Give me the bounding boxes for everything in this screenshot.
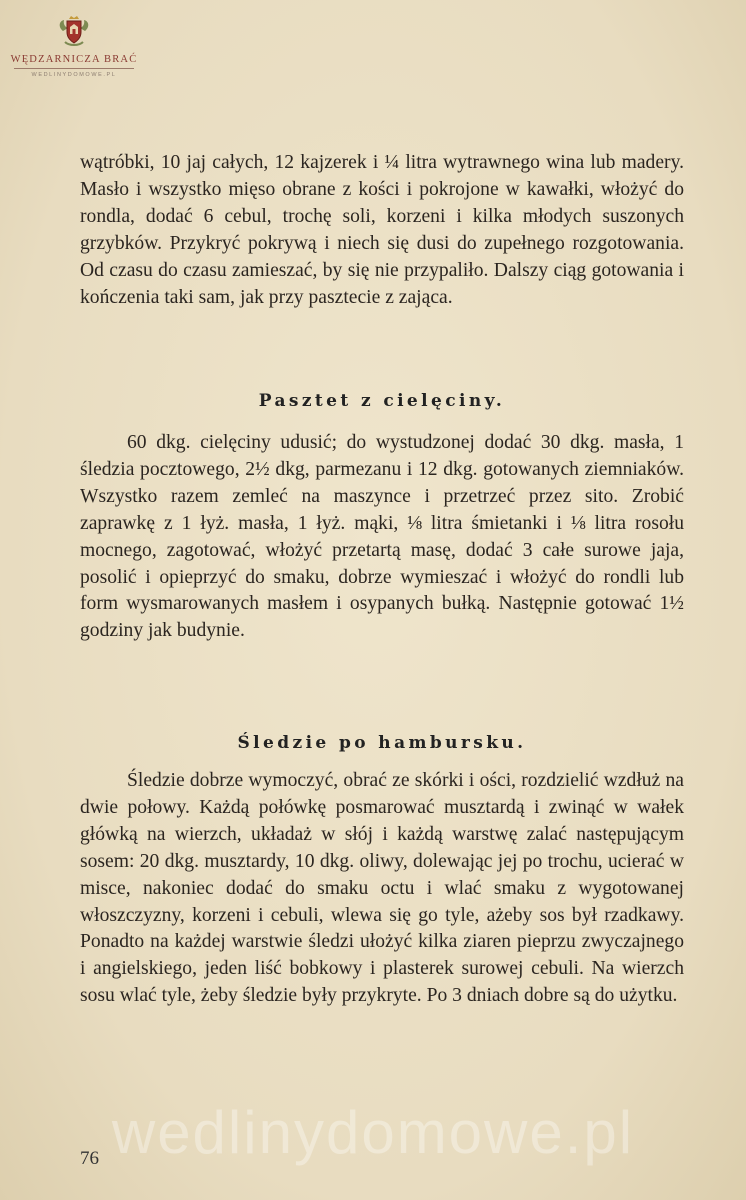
logo-divider	[14, 68, 134, 69]
paragraph-3	[80, 768, 684, 1010]
logo-name: WĘDZARNICZA BRAĆ	[10, 54, 138, 65]
page-number: 76	[80, 1148, 99, 1169]
heading-pasztet: Pasztet z cielęciny.	[258, 391, 506, 411]
paragraph-text: 60 dkg. cielęciny udusić; do wystudzonej dodać 30 dkg. masła, 1 śledzia pocztowego, 2½ dkg, parmezanu i 12 dkg. gotowanych ziemniaków. Wszystko razem zemleć na maszynce i przetrzeć przez sito. Zrobić zaprawkę z 1 łyż. masła, 1 łyż. mąki, ⅛ litra śmietanki i ⅛ litra rosołu mocnego, zagotować, włożyć przetartą masę, dodać 3 całe surowe jaja, posolić i opieprzyć do smaku, dobrze wymieszać i włożyć do rondli lub form wysmarowanych masłem i osypanych bułką. Następnie gotować 1½ godziny jak budynie.	[80, 432, 684, 642]
paragraph-text: wątróbki, 10 jaj całych, 12 kajzerek i ¼ litra wytrawnego wina lub madery. Masło i wszystko mięso obrane z kości i pokrojone w kawałki, włożyć do rondla, dodać 6 cebul, trochę soli, korzeni i kilka młodych suszonych grzybków. Przykryć pokrywą i niech się dusi do zupełnego rozgotowania. Od czasu do czasu zamieszać, by się nie przypaliło. Dalszy ciąg gotowania i kończenia taki sam, jak przy pasztecie z zająca.	[80, 152, 684, 308]
coat-of-arms-icon	[55, 12, 93, 50]
paragraph-1	[80, 150, 684, 311]
logo-url: WEDLINYDOMOWE.PL	[31, 72, 117, 78]
paragraph-text: Śledzie dobrze wymoczyć, obrać ze skórki i ości, rozdzielić wzdłuż na dwie połowy. Każdą połówkę posmarować musztardą i zwinąć w wałek główką na wierzch, układaż w słój i każdą warstwę zalać następującym sosem: 20 dkg. musztardy, 10 dkg. oliwy, dolewając jej po trochu, ucierać w misce, nakoniec dodać do smaku octu i wlać smaku z wygotowanej włoszczyzny, korzeni i cebuli, wlewa się go tyle, ażeby sos był rzadkawy. Ponadto na każdej warstwie śledzi ułożyć kilka ziaren pieprzu zwyczajnego i angielskiego, jeden liść bobkowy i plasterek surowej cebuli. Na wierzch sosu wlać tyle, żeby śledzie były przykryte. Po 3 dniach dobre są do użytku.	[80, 770, 684, 1007]
paragraph-2	[80, 430, 684, 645]
site-logo[interactable]	[10, 12, 138, 96]
heading-sledzie: Śledzie po hambursku.	[237, 733, 527, 753]
watermark: wedlinydomowe.pl	[111, 1099, 635, 1166]
